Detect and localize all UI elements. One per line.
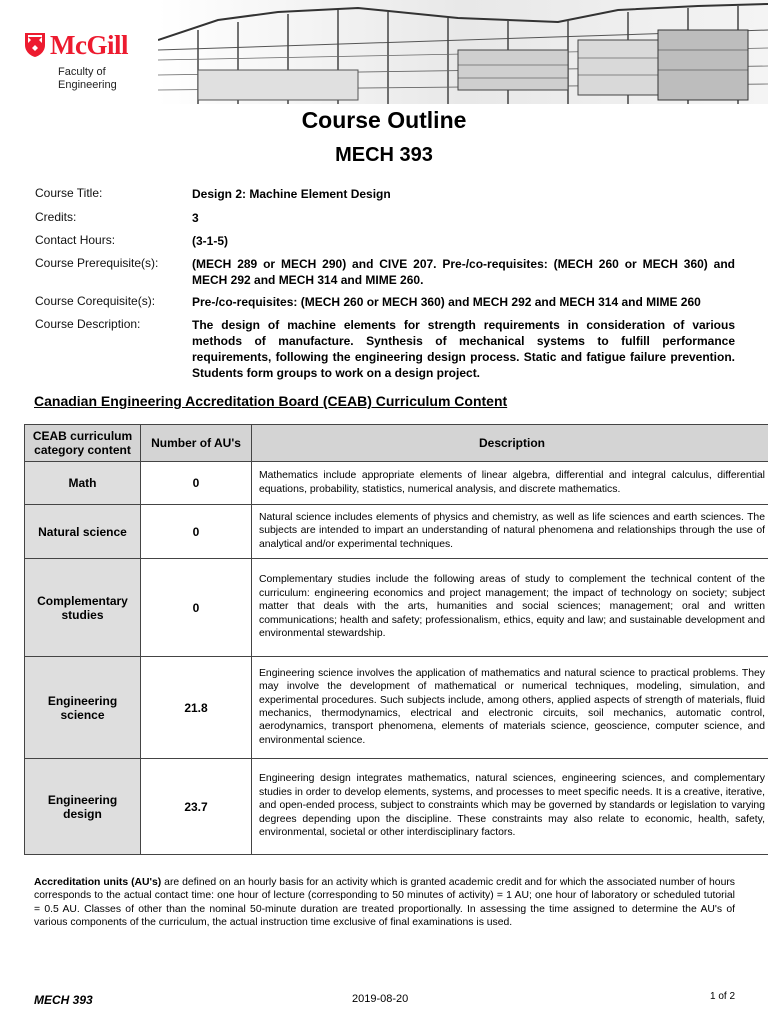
description-value: The design of machine elements for strength requirements in consideration of various methods of manufacture. Synthesis of mechanical systems to fulfill performance requirements, following the engineering design process. Static and fatigue failure prevention. Students form groups to work on a design project.	[192, 318, 735, 380]
logo-wordmark: McGill	[50, 30, 128, 60]
description-row	[35, 317, 735, 381]
footer-page-number: 1 of 2	[710, 991, 736, 1002]
footer-date: 2019-08-20	[352, 993, 409, 1005]
corequisites-label: Course Corequisite(s):	[35, 294, 156, 308]
ceab-table-header	[25, 425, 768, 462]
description-cell: Mathematics include appropriate elements of linear algebra, differential and integral calculus, differential equations, probability, statistics, numerical analysis, and discrete mathematics.	[252, 462, 768, 505]
table-row	[25, 559, 768, 657]
ceab-heading: Canadian Engineering Accreditation Board (CEAB) Curriculum Content	[34, 393, 508, 409]
prerequisites-value: (MECH 289 or MECH 290) and CIVE 207. Pre-/co-requisites: (MECH 260 or MECH 360) and MECH 292 and MECH 314 and MIME 260.	[192, 257, 735, 287]
table-row	[25, 462, 768, 505]
credits-row	[35, 210, 735, 233]
course-info	[35, 186, 735, 381]
accreditation-footnote	[34, 876, 735, 930]
contact-hours-row	[35, 233, 735, 256]
description-cell: Complementary studies include the following areas of study to complement the technical content of the curriculum: engineering economics and project management; the impact of technology on society; subject matter that deals with the arts, humanities and social sciences; management; oral and written communications; health and safety; professionalism, ethics, equity and law; and sustainable development and environmental stewardship.	[252, 559, 768, 657]
description-label: Course Description:	[35, 317, 141, 331]
corequisites-value: Pre-/co-requisites: (MECH 260 or MECH 360) and MECH 292 and MECH 314 and MIME 260	[192, 295, 701, 309]
prerequisites-label: Course Prerequisite(s):	[35, 256, 159, 270]
contact-hours-label: Contact Hours:	[35, 233, 116, 247]
au-cell: 0	[141, 559, 252, 657]
table-row	[25, 657, 768, 759]
mcgill-shield-icon	[24, 32, 46, 58]
course-title-label: Course Title:	[35, 186, 103, 200]
description-cell: Engineering science involves the application of mathematics and natural science to practical problems. They may involve the development of mathematical or numerical techniques, modeling, simulation, and experimental procedures. Such subjects include, among others, applied aspects of strength of materials, fluid mechanics, thermodynamics, electrical and electronic circuits, soil mechanics, automatic control, aerodynamics, transport phenomena, elements of materials science, geoscience, computer science, and environmental science.	[252, 657, 768, 759]
au-cell: 21.8	[141, 657, 252, 759]
faculty-line-2: Engineering	[58, 79, 117, 91]
column-header-au: Number of AU's	[141, 425, 252, 462]
header-banner-image	[158, 0, 768, 104]
corequisites-row	[35, 294, 735, 317]
ceab-table	[24, 424, 768, 855]
course-code-heading: MECH 393	[335, 144, 433, 166]
description-cell: Natural science includes elements of physics and chemistry, as well as life sciences and earth sciences. The subjects are intended to impart an understanding of natural phenomena and relationships through the use of analytical and/or experimental techniques.	[252, 505, 768, 559]
footnote-text: are defined on an hourly basis for an activity which is granted academic credit and for which the associated number of hours corresponds to the actual contact time: one hour of lecture (corresponding to 50 minutes of activity) = 1 AU; one hour of laboratory or scheduled tutorial = 0.5 AU. Classes of other than the nominal 50-minute duration are treated proportionally. In assessing the time assigned to determine the AU's of various components of the curriculum, the actual instruction time exclusive of final examinations is used.	[34, 877, 736, 929]
column-header-description: Description	[252, 425, 768, 462]
faculty-line-1: Faculty of	[58, 66, 106, 78]
footer-course-code: MECH 393	[34, 993, 93, 1007]
credits-value: 3	[192, 211, 199, 225]
course-title-value: Design 2: Machine Element Design	[192, 187, 391, 201]
course-title-row	[35, 186, 735, 210]
au-cell: 23.7	[141, 759, 252, 855]
footnote-term: Accreditation units (AU's)	[34, 877, 162, 888]
category-cell: Math	[25, 462, 141, 505]
au-cell: 0	[141, 505, 252, 559]
table-row	[25, 505, 768, 559]
prerequisites-row	[35, 256, 735, 294]
au-cell: 0	[141, 462, 252, 505]
contact-hours-value: (3-1-5)	[192, 234, 229, 248]
faculty-name	[58, 66, 117, 92]
table-row	[25, 759, 768, 855]
category-cell: Engineering science	[25, 657, 141, 759]
mcgill-logo	[24, 30, 154, 100]
category-cell: Natural science	[25, 505, 141, 559]
page-title: Course Outline	[301, 107, 467, 133]
credits-label: Credits:	[35, 210, 77, 224]
category-cell: Complementary studies	[25, 559, 141, 657]
column-header-category: CEAB curriculum category content	[25, 425, 141, 462]
category-cell: Engineering design	[25, 759, 141, 855]
description-cell: Engineering design integrates mathematics, natural sciences, engineering sciences, and complementary studies in order to develop elements, systems, and processes to meet specific needs. It is a creative, iterative, and open-ended process, subject to constraints which may be governed by standards or legislation to varying degrees depending upon the discipline. These constraints may also relate to economic, health, safety, environmental, societal or other interdisciplinary factors.	[252, 759, 768, 855]
